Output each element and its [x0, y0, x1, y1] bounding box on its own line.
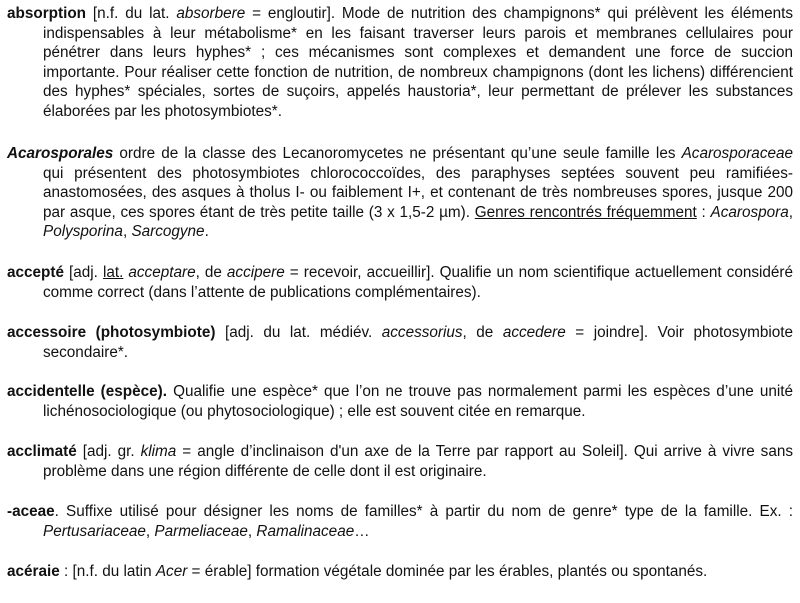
entry-underlined-text: lat. [102, 264, 124, 281]
entry-italic-term: klima [140, 443, 177, 460]
entry-text: qui présentent des photosymbiotes chlorococcoïdes, des paraphyses septées souvent peu ramifiées-anastomosées, des asques à tholus I- ou faiblement I+, et contenant de très nombreuses spores, jusque 200 par asque, ces spores étant de très petite taille (3 x 1,5-2 µm). [43, 164, 793, 221]
entry-text: [adj. du lat. médiév. [215, 324, 382, 341]
entry-italic-term: accessorius [381, 324, 463, 341]
entry-aceraie [7, 562, 793, 582]
entry-text: , de [195, 264, 227, 281]
entry-text: . [204, 223, 209, 241]
entry-italic-term: Acarospora [710, 203, 789, 221]
entry-accidentelle [7, 382, 793, 421]
entry-headword: accidentelle (espèce). [7, 383, 167, 400]
entry-absorption [7, 4, 793, 122]
entry-headword: -aceae [7, 503, 55, 520]
entry-text: [n.f. du lat. [86, 5, 177, 22]
entry-text: : [n.f. du latin [59, 563, 156, 580]
entry-headword: Acarosporales [7, 145, 114, 162]
entry-italic-term: Acarosporaceae [681, 145, 793, 162]
entry-text: = engloutir]. Mode de nutrition des champignons* qui prélèvent les éléments indispensables à leur métabolisme* en les faisant traverser leurs parois et membranes cellulaires pour pénétrer dans leurs hyphes* ; ces mécanismes sont complexes et demandent une force de succion importante. Pour réaliser cette fonction de nutrition, de nombreux champignons (dont les lichens) différencient des hyphes* spéciales, sortes de suçoirs, appelés haustoria*, leur permettant de prélever les substances élaborées par les photosymbiotes*. [43, 5, 793, 120]
entry-text: [adj. [63, 264, 103, 281]
entry-text: , [145, 522, 155, 540]
entry-text: , de [462, 324, 503, 341]
entry-text: . Suffixe utilisé pour désigner les noms de familles* à partir du nom de genre* type de la famille. Ex. : [54, 503, 793, 520]
entry-text: … [354, 522, 370, 540]
entry-italic-term: Parmeliaceae [154, 522, 248, 540]
entry-text: = joindre]. Voir photosymbiote secondaire*. [43, 324, 794, 361]
entry-text: = érable] formation végétale dominée par les érables, plantés ou spontanés. [187, 563, 708, 580]
entry-text: [adj. gr. [76, 443, 141, 460]
entry-text: Qualifie une espèce* que l’on ne trouve pas normalement parmi les espèces d’une unité lichénosociologique (ou phytosociologique) ; elle est souvent citée en remarque. [43, 383, 793, 420]
entry-italic-term: Pertusariaceae [43, 522, 146, 540]
entry-text: , [122, 223, 132, 241]
entry-acarosporales [7, 144, 793, 242]
entry-italic-term: absorbere [176, 5, 246, 22]
entry-text: = angle d’inclinaison d'un axe de la Terre par rapport au Soleil]. Qui arrive à vivre sans problème dans une région différente de celle dont il est originaire. [43, 443, 793, 480]
entry-acclimate [7, 442, 793, 481]
entry-italic-term: accedere [502, 324, 566, 341]
entry-text: , [788, 203, 794, 221]
entry-text: , [247, 522, 257, 540]
entry-italic-term: Ramalinaceae [256, 522, 355, 540]
entry-aceae [7, 502, 793, 541]
entry-headword: absorption [7, 5, 87, 22]
entry-headword: acéraie [7, 563, 60, 580]
entry-text: ordre de la classe des Lecanoromycetes ne présentant qu’une seule famille les [113, 145, 682, 162]
entry-accessoire [7, 323, 793, 362]
entry-headword: accessoire (photosymbiote) [7, 324, 216, 341]
entry-italic-term: Sarcogyne [131, 223, 205, 241]
entry-accepte [7, 263, 793, 302]
entry-text: = recevoir, accueillir]. Qualifie un nom scientifique actuellement considéré comme correct (dans l’attente de publications complémentaires). [43, 264, 793, 301]
entry-italic-term: accipere [226, 264, 285, 281]
entry-headword: acclimaté [7, 443, 77, 460]
entry-underlined-text: Genres rencontrés fréquemment [474, 203, 697, 221]
entry-italic-term: Acer [155, 563, 188, 580]
entry-italic-term: acceptare [128, 264, 196, 281]
entry-italic-term: Polysporina [43, 223, 123, 241]
entry-headword: accepté [7, 264, 64, 281]
entry-text: : [696, 203, 711, 221]
